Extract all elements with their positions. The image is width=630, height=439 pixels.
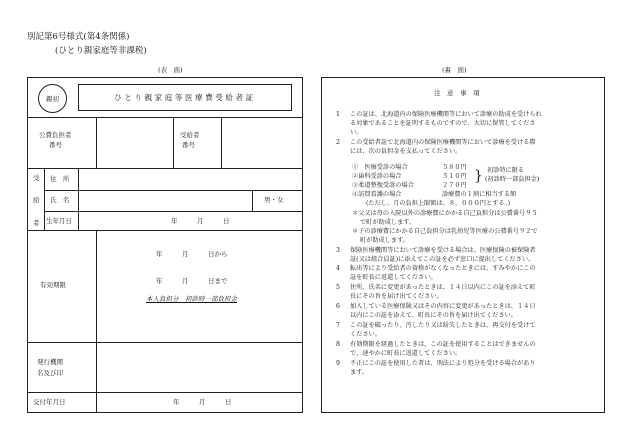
rule [221,117,222,168]
rule [44,211,302,212]
note-6: 以内にこの証を添えて、町長にその旨を届け出てください。 [350,312,517,319]
note-number-3: 3 [336,247,340,254]
fee-judo-amount: ２７０円 [442,182,467,189]
issue-date-value: 年 月 日 [173,398,232,406]
form-subtitle: (ひとり親家庭等非課税) [55,46,147,56]
brace: } [474,168,483,184]
brace-note-2: (初診時一部負担金) [485,176,540,183]
validity-label: 有効期限 [40,281,66,289]
rule [28,392,302,393]
note-number-8: 8 [336,341,340,348]
note-1: この証は、北海道内の保険医療機関等において診療の助成を受けられ [350,111,542,118]
rule [96,230,97,413]
rule [28,168,302,169]
rule [44,190,302,191]
back-notes [321,77,605,413]
note-number-4: 4 [336,265,340,272]
fee-medical-amount: ５８０円 [442,164,467,171]
note-4: 転出等により受給者の資格がなくなったときには、すみやかにこの [350,265,536,272]
birthdate-value: 年 月 日 [171,217,230,225]
fee-nursing: ④訪問看護の場合 [352,191,402,198]
issue-date-label: 交付年月日 [33,398,66,406]
validity-from: 年 月 日から [156,250,228,258]
fee-judo: ③柔道整復受診の場合 [352,182,414,189]
rule [28,230,302,231]
note-2: には、次の負担金を支払ってください。 [350,148,462,155]
note-number-2: 2 [336,139,340,146]
note-4: 証を町長に返還してください。 [350,274,437,281]
note-number-5: 5 [336,284,340,291]
note-number-6: 6 [336,303,340,310]
note-8: 有効期限を経過したときは、この証を使用することはできませんの [350,341,536,348]
fee-dental-amount: ５１０円 [442,173,467,180]
issuer-label-2: 名及び印 [37,369,63,377]
seal-mark: 親初 [38,84,67,113]
fee-nursing-note: (ただし、月の負担上限額は、８，０００円とする。) [366,200,511,207]
note-7: ください。 [350,331,381,338]
note-number-9: 9 [336,360,340,367]
front-form [27,77,303,413]
issuer-label: 発行機関 [37,358,63,366]
back-side-label: (裏 面) [442,66,467,74]
note-6: 加入している医療保険又はその内容に変更があったときは、１４日 [350,303,536,310]
note-8: で、速やかに町長に返還してください。 [350,350,462,357]
insurer-number-label: 公費負担者 [39,131,72,139]
note-number-1: 1 [336,111,340,118]
note-9: ます。 [350,369,369,376]
rule [96,117,97,168]
rule [173,117,174,168]
form-number: 別記第6号様式(第4条関係) [27,32,130,42]
fee-medical: ① 医療受診の場合 [352,164,408,171]
note-1: る対象であることを証明するものですので、大切に保管してくださ [350,120,536,127]
note-5: 長にその旨を届け出てください。 [350,293,443,300]
supplement-1: で町が助成します。 [360,219,416,226]
supplement-1: ＊父又は母の入院以外の診療費にかかる自己負担分は公費番号９５ [352,210,538,217]
recipient-vertical-3: 者 [33,219,40,227]
note-3: 証(又は組合員証)に添えてこの証を必ず窓口に提出してください。 [350,256,535,263]
note-number-7: 7 [336,322,340,329]
front-side-label: (表 面) [158,66,183,74]
note-3: 保険医療機関等において診療を受ける場合は、医療保険の被保険者 [350,247,536,254]
validity-to: 年 月 日まで [156,277,228,285]
recipient-number-label-2: 番号 [182,141,195,149]
notes-title: 注 意 事 項 [434,89,480,97]
recipient-number-label: 受給者 [180,131,200,139]
brace-note: 初診時に限る [487,167,525,174]
rule [44,168,45,230]
supplement-2: ＊子の診療費にかかる自己負担分は乳幼児等医療の公費番号９２で [352,228,538,235]
birthdate-label: 生年月日 [46,217,72,225]
supplement-2: 町が助成します。 [360,237,410,244]
note-2: この受給者証で北海道内の保険医療機関等において診療を受ける際 [350,139,536,146]
address-label: 住 所 [50,175,70,183]
insurer-number-label-2: 番号 [49,141,62,149]
sex-field: 男・女 [264,196,284,204]
note-9: 不正にこの証を使用した者は、刑法により処分を受ける場合があり [350,360,536,367]
fee-nursing-amount: 診療費の１割に相当する額 [442,191,517,198]
note-7: この証を破ったり、汚したり又は紛失したときは、再交付を受けて [350,322,536,329]
rule [78,168,79,230]
note-5: 住所、氏名に変更があったときは、１４日以内にこの証を添えて町 [350,284,536,291]
rule [28,342,302,343]
note-1: い。 [350,129,363,136]
recipient-vertical-2: 給 [33,196,40,204]
fee-dental: ②歯科受診の場合 [352,173,402,180]
burden-note: 本人負担分 初診時一部負担金 [146,295,237,303]
recipient-vertical-1: 受 [33,174,40,182]
rule [252,190,253,211]
certificate-title: ひとり親家庭等医療費受給者証 [78,84,292,111]
name-label: 氏 名 [50,196,70,204]
rule [28,117,302,118]
